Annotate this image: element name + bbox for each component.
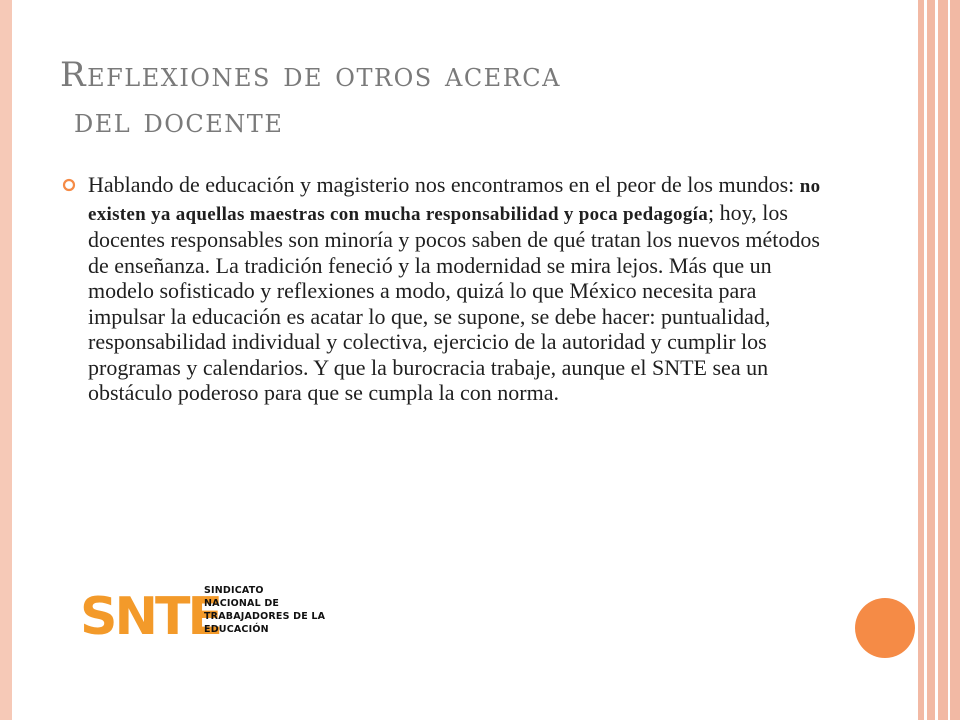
snte-logo-mark xyxy=(80,586,220,647)
slide-title-line2: del docente xyxy=(74,101,284,141)
frame-stripe xyxy=(935,0,938,720)
body-text-part1: Hablando de educación y magisterio nos encontramos en el peor de los mundos: xyxy=(88,172,800,197)
logo-line2: NACIONAL DE xyxy=(204,598,280,609)
accent-circle xyxy=(855,598,915,658)
slide-title-line1: Reflexiones de otros acerca xyxy=(60,55,561,95)
logo-line3: TRABAJADORES DE LA xyxy=(204,611,326,622)
body-text-bold: no existen ya aquellas maestras con mucha responsabilidad y poca pedagogía xyxy=(88,176,821,225)
body-text-part2: ; hoy, los docentes responsables son minoría y pocos saben de qué tratan los nuevos métodos de enseñanza. La tradición feneció y la modernidad se mira lejos. Más que un modelo sofisticado y reflexiones a modo, quizá lo que México necesita para impulsar la educación es acatar lo que, se supone, se debe hacer: puntualidad, responsabilidad individual y colectiva, ejercicio de la autoridad y cumplir los programas y calendarios. Y que la burocracia trabaje, aunque el SNTE sea un obstáculo poderoso para que se cumpla la con norma. xyxy=(88,199,820,405)
slide-title xyxy=(60,52,820,144)
snte-logo-mark-text: SNTE xyxy=(80,587,220,647)
frame-stripe xyxy=(948,0,950,720)
slide-frame-stripes xyxy=(918,0,960,720)
bullet-item xyxy=(62,172,822,406)
logo-line1: SINDICATO xyxy=(204,585,264,596)
slide-frame-left xyxy=(0,0,12,720)
snte-logo xyxy=(80,584,340,647)
bullet-circle-icon xyxy=(62,178,76,192)
frame-stripe xyxy=(924,0,927,720)
snte-logo-text xyxy=(204,584,344,636)
logo-line4: EDUCACIÓN xyxy=(204,624,269,635)
body-paragraph xyxy=(88,172,828,406)
